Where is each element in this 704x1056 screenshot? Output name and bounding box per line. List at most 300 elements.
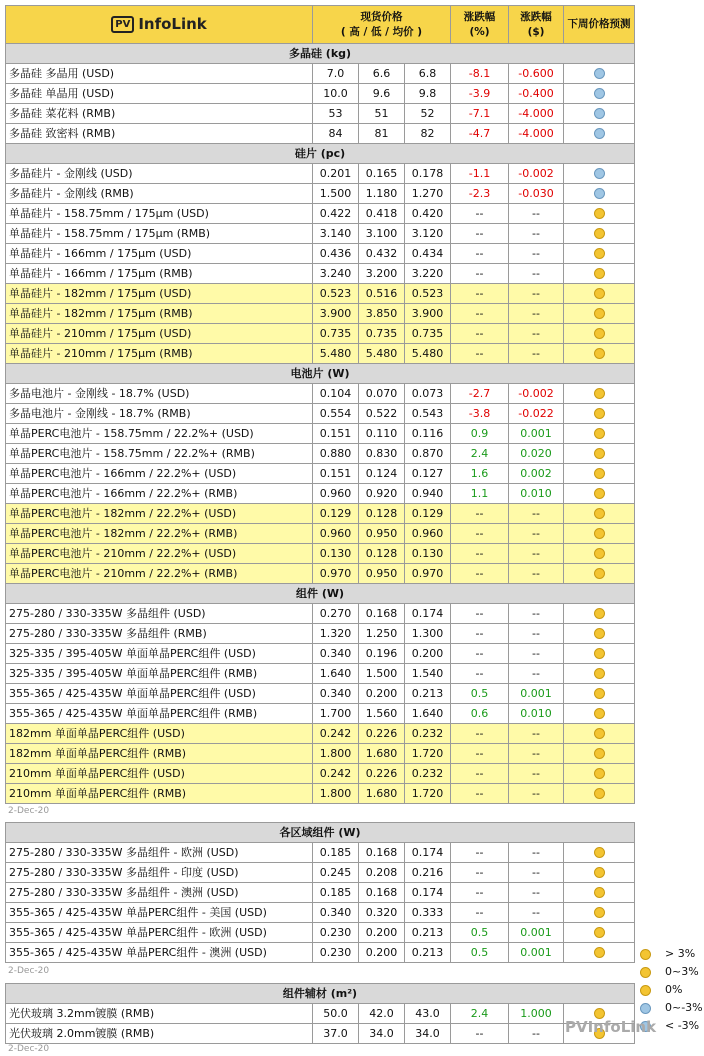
price-high: 0.960 bbox=[313, 524, 359, 544]
price-high: 0.245 bbox=[313, 863, 359, 883]
table-row bbox=[6, 644, 635, 664]
change-amt: -0.022 bbox=[509, 404, 564, 424]
product-name: 单晶PERC电池片 - 158.75mm / 22.2%+ (RMB) bbox=[6, 444, 313, 464]
change-amt: -- bbox=[509, 644, 564, 664]
change-amt: -- bbox=[509, 304, 564, 324]
table-row bbox=[6, 224, 635, 244]
product-name: 210mm 单面单晶PERC组件 (USD) bbox=[6, 764, 313, 784]
sunglasses-emoji-icon bbox=[594, 648, 605, 659]
table-row bbox=[6, 1004, 635, 1024]
table-row bbox=[6, 404, 635, 424]
price-high: 0.340 bbox=[313, 903, 359, 923]
price-low: 0.735 bbox=[359, 324, 405, 344]
product-name: 182mm 单面单晶PERC组件 (USD) bbox=[6, 724, 313, 744]
forecast-cell bbox=[564, 544, 635, 564]
forecast-cell bbox=[564, 923, 635, 943]
change-pct: -- bbox=[451, 744, 509, 764]
price-high: 0.130 bbox=[313, 544, 359, 564]
price-low: 0.522 bbox=[359, 404, 405, 424]
product-name: 多晶硅 致密料 (RMB) bbox=[6, 124, 313, 144]
product-name: 275-280 / 330-335W 多晶组件 - 澳洲 (USD) bbox=[6, 883, 313, 903]
forecast-column-header: 下周价格预测 bbox=[564, 6, 635, 44]
section-row bbox=[6, 364, 635, 384]
change-amt: 1.000 bbox=[509, 1004, 564, 1024]
forecast-cell bbox=[564, 84, 635, 104]
forecast-cell bbox=[564, 704, 635, 724]
price-avg: 1.640 bbox=[405, 704, 451, 724]
change-pct: -- bbox=[451, 244, 509, 264]
table-row bbox=[6, 624, 635, 644]
change-pct: 2.4 bbox=[451, 444, 509, 464]
scream-emoji-icon bbox=[594, 128, 605, 139]
sunglasses-emoji-icon bbox=[594, 428, 605, 439]
forecast-cell bbox=[564, 244, 635, 264]
table-row bbox=[6, 604, 635, 624]
table-row bbox=[6, 504, 635, 524]
change-amt: -- bbox=[509, 1024, 564, 1044]
price-high: 0.880 bbox=[313, 444, 359, 464]
price-low: 0.226 bbox=[359, 764, 405, 784]
product-name: 单晶硅片 - 182mm / 175µm (RMB) bbox=[6, 304, 313, 324]
sunglasses-emoji-icon bbox=[594, 228, 605, 239]
product-name: 单晶硅片 - 158.75mm / 175µm (RMB) bbox=[6, 224, 313, 244]
change-pct: -- bbox=[451, 883, 509, 903]
sunglasses-emoji-icon bbox=[594, 568, 605, 579]
price-avg: 0.960 bbox=[405, 524, 451, 544]
price-high: 0.104 bbox=[313, 384, 359, 404]
price-low: 42.0 bbox=[359, 1004, 405, 1024]
product-name: 355-365 / 425-435W 单晶PERC组件 - 美国 (USD) bbox=[6, 903, 313, 923]
change-amt: 0.001 bbox=[509, 424, 564, 444]
change-amt: 0.001 bbox=[509, 923, 564, 943]
price-low: 0.200 bbox=[359, 923, 405, 943]
change-pct: -2.3 bbox=[451, 184, 509, 204]
change-amt: -- bbox=[509, 604, 564, 624]
sunglasses-emoji-icon bbox=[594, 748, 605, 759]
product-name: 355-365 / 425-435W 单晶PERC组件 - 澳洲 (USD) bbox=[6, 943, 313, 963]
table-row bbox=[6, 264, 635, 284]
forecast-cell bbox=[564, 424, 635, 444]
change-pct: 1.1 bbox=[451, 484, 509, 504]
price-avg: 0.200 bbox=[405, 644, 451, 664]
sunglasses-emoji-icon bbox=[594, 468, 605, 479]
sunglasses-emoji-icon bbox=[594, 608, 605, 619]
table-row bbox=[6, 524, 635, 544]
change-amt: -- bbox=[509, 744, 564, 764]
product-name: 275-280 / 330-335W 多晶组件 (USD) bbox=[6, 604, 313, 624]
forecast-cell bbox=[564, 843, 635, 863]
forecast-cell bbox=[564, 304, 635, 324]
price-low: 9.6 bbox=[359, 84, 405, 104]
product-name: 单晶PERC电池片 - 166mm / 22.2%+ (USD) bbox=[6, 464, 313, 484]
forecast-cell bbox=[564, 744, 635, 764]
sunglasses-emoji-icon bbox=[594, 887, 605, 898]
table-row bbox=[6, 664, 635, 684]
price-high: 50.0 bbox=[313, 1004, 359, 1024]
price-low: 0.320 bbox=[359, 903, 405, 923]
change-pct: 0.5 bbox=[451, 684, 509, 704]
change-pct: -- bbox=[451, 284, 509, 304]
fear-emoji-icon bbox=[640, 1003, 651, 1014]
forecast-cell bbox=[564, 444, 635, 464]
product-name: 325-335 / 395-405W 单面单晶PERC组件 (USD) bbox=[6, 644, 313, 664]
price-high: 0.242 bbox=[313, 764, 359, 784]
price-avg: 0.420 bbox=[405, 204, 451, 224]
product-name: 单晶PERC电池片 - 182mm / 22.2%+ (RMB) bbox=[6, 524, 313, 544]
change-amt: -0.002 bbox=[509, 164, 564, 184]
price-low: 0.920 bbox=[359, 484, 405, 504]
forecast-cell bbox=[564, 284, 635, 304]
price-high: 7.0 bbox=[313, 64, 359, 84]
product-name: 多晶硅片 - 金刚线 (USD) bbox=[6, 164, 313, 184]
price-avg: 52 bbox=[405, 104, 451, 124]
change-pct: -- bbox=[451, 784, 509, 804]
sunglasses-emoji-icon bbox=[594, 947, 605, 958]
price-high: 0.960 bbox=[313, 484, 359, 504]
section-title: 组件 (W) bbox=[6, 584, 635, 604]
price-avg: 3.900 bbox=[405, 304, 451, 324]
price-avg: 0.216 bbox=[405, 863, 451, 883]
table-row bbox=[6, 324, 635, 344]
sunglasses-emoji-icon bbox=[594, 768, 605, 779]
price-high: 3.900 bbox=[313, 304, 359, 324]
price-low: 51 bbox=[359, 104, 405, 124]
change-pct: 1.6 bbox=[451, 464, 509, 484]
price-high: 3.140 bbox=[313, 224, 359, 244]
change-pct: -- bbox=[451, 324, 509, 344]
price-table-regional bbox=[5, 822, 635, 963]
date-label: 2-Dec-20 bbox=[8, 806, 50, 816]
product-name: 单晶硅片 - 166mm / 175µm (RMB) bbox=[6, 264, 313, 284]
forecast-cell bbox=[564, 604, 635, 624]
change-pct: 0.9 bbox=[451, 424, 509, 444]
price-avg: 0.174 bbox=[405, 883, 451, 903]
change-amt: -- bbox=[509, 784, 564, 804]
change-pct: -- bbox=[451, 664, 509, 684]
price-low: 0.128 bbox=[359, 544, 405, 564]
amt-column-header: 涨跌幅 ($) bbox=[509, 6, 564, 44]
pv-logo-icon: PV bbox=[111, 16, 134, 33]
price-avg: 1.270 bbox=[405, 184, 451, 204]
section-row bbox=[6, 984, 635, 1004]
product-name: 多晶硅片 - 金刚线 (RMB) bbox=[6, 184, 313, 204]
price-avg: 0.073 bbox=[405, 384, 451, 404]
price-avg: 3.120 bbox=[405, 224, 451, 244]
change-pct: -4.7 bbox=[451, 124, 509, 144]
table-row bbox=[6, 484, 635, 504]
product-name: 单晶硅片 - 210mm / 175µm (USD) bbox=[6, 324, 313, 344]
date-label: 2-Dec-20 bbox=[8, 1044, 50, 1054]
product-name: 多晶硅 单晶用 (USD) bbox=[6, 84, 313, 104]
table-row bbox=[6, 744, 635, 764]
section-title: 电池片 (W) bbox=[6, 364, 635, 384]
change-pct: -7.1 bbox=[451, 104, 509, 124]
change-pct: -- bbox=[451, 264, 509, 284]
table-row bbox=[6, 104, 635, 124]
sunglasses-emoji-icon bbox=[594, 268, 605, 279]
price-low: 0.168 bbox=[359, 883, 405, 903]
change-pct: 0.5 bbox=[451, 943, 509, 963]
sunglasses-emoji-icon bbox=[594, 288, 605, 299]
forecast-cell bbox=[564, 564, 635, 584]
change-pct: -- bbox=[451, 644, 509, 664]
change-amt: -4.000 bbox=[509, 104, 564, 124]
price-high: 0.201 bbox=[313, 164, 359, 184]
price-table-main bbox=[5, 5, 635, 804]
change-amt: -- bbox=[509, 624, 564, 644]
table-row bbox=[6, 444, 635, 464]
table-row bbox=[6, 943, 635, 963]
sunglasses-emoji-icon bbox=[594, 927, 605, 938]
change-pct: -- bbox=[451, 504, 509, 524]
price-avg: 1.300 bbox=[405, 624, 451, 644]
change-pct: -- bbox=[451, 544, 509, 564]
price-high: 1.800 bbox=[313, 784, 359, 804]
brand-name: InfoLink bbox=[138, 15, 207, 33]
legend-item: > 3% bbox=[640, 945, 703, 963]
sunglasses-emoji-icon bbox=[594, 688, 605, 699]
price-avg: 0.735 bbox=[405, 324, 451, 344]
price-low: 0.516 bbox=[359, 284, 405, 304]
price-low: 0.200 bbox=[359, 684, 405, 704]
price-high: 1.800 bbox=[313, 744, 359, 764]
forecast-cell bbox=[564, 344, 635, 364]
sunglasses-emoji-icon bbox=[640, 985, 651, 996]
section-title: 硅片 (pc) bbox=[6, 144, 635, 164]
sunglasses-emoji-icon bbox=[594, 548, 605, 559]
price-high: 0.151 bbox=[313, 424, 359, 444]
product-name: 光伏玻璃 3.2mm镀膜 (RMB) bbox=[6, 1004, 313, 1024]
price-avg: 43.0 bbox=[405, 1004, 451, 1024]
price-avg: 1.720 bbox=[405, 784, 451, 804]
price-high: 3.240 bbox=[313, 264, 359, 284]
price-high: 0.554 bbox=[313, 404, 359, 424]
price-avg: 9.8 bbox=[405, 84, 451, 104]
forecast-cell bbox=[564, 64, 635, 84]
price-low: 0.418 bbox=[359, 204, 405, 224]
price-high: 0.422 bbox=[313, 204, 359, 224]
forecast-cell bbox=[564, 664, 635, 684]
table-row bbox=[6, 883, 635, 903]
price-column-header: 现货价格 ( 高 / 低 / 均价 ) bbox=[313, 6, 451, 44]
price-low: 0.226 bbox=[359, 724, 405, 744]
change-pct: -8.1 bbox=[451, 64, 509, 84]
price-low: 1.250 bbox=[359, 624, 405, 644]
price-low: 0.950 bbox=[359, 564, 405, 584]
table-row bbox=[6, 684, 635, 704]
price-high: 5.480 bbox=[313, 344, 359, 364]
scream-emoji-icon bbox=[594, 108, 605, 119]
date-label: 2-Dec-20 bbox=[8, 966, 50, 976]
product-name: 单晶硅片 - 210mm / 175µm (RMB) bbox=[6, 344, 313, 364]
table-row bbox=[6, 863, 635, 883]
forecast-cell bbox=[564, 903, 635, 923]
forecast-cell bbox=[564, 724, 635, 744]
section-title: 各区域组件 (W) bbox=[6, 823, 635, 843]
product-name: 275-280 / 330-335W 多晶组件 - 欧洲 (USD) bbox=[6, 843, 313, 863]
change-pct: -2.7 bbox=[451, 384, 509, 404]
forecast-cell bbox=[564, 504, 635, 524]
forecast-cell bbox=[564, 943, 635, 963]
change-pct: -3.9 bbox=[451, 84, 509, 104]
price-high: 0.735 bbox=[313, 324, 359, 344]
change-amt: -0.600 bbox=[509, 64, 564, 84]
product-name: 单晶PERC电池片 - 182mm / 22.2%+ (USD) bbox=[6, 504, 313, 524]
table-row bbox=[6, 544, 635, 564]
change-amt: -- bbox=[509, 204, 564, 224]
product-name: 光伏玻璃 2.0mm镀膜 (RMB) bbox=[6, 1024, 313, 1044]
product-name: 325-335 / 395-405W 单面单晶PERC组件 (RMB) bbox=[6, 664, 313, 684]
forecast-cell bbox=[564, 484, 635, 504]
price-high: 0.340 bbox=[313, 684, 359, 704]
price-avg: 34.0 bbox=[405, 1024, 451, 1044]
change-pct: -- bbox=[451, 204, 509, 224]
forecast-cell bbox=[564, 764, 635, 784]
price-high: 0.185 bbox=[313, 883, 359, 903]
price-low: 0.165 bbox=[359, 164, 405, 184]
sunglasses-emoji-icon bbox=[594, 788, 605, 799]
forecast-cell bbox=[564, 883, 635, 903]
forecast-cell bbox=[564, 384, 635, 404]
price-low: 3.100 bbox=[359, 224, 405, 244]
table-row bbox=[6, 184, 635, 204]
price-high: 10.0 bbox=[313, 84, 359, 104]
section-title: 组件辅材 (m²) bbox=[6, 984, 635, 1004]
price-avg: 0.213 bbox=[405, 684, 451, 704]
forecast-cell bbox=[564, 324, 635, 344]
price-low: 81 bbox=[359, 124, 405, 144]
table-row bbox=[6, 784, 635, 804]
price-low: 0.124 bbox=[359, 464, 405, 484]
product-name: 355-365 / 425-435W 单面单晶PERC组件 (RMB) bbox=[6, 704, 313, 724]
price-high: 1.320 bbox=[313, 624, 359, 644]
sunglasses-emoji-icon bbox=[594, 388, 605, 399]
table-row bbox=[6, 284, 635, 304]
sunglasses-emoji-icon bbox=[594, 308, 605, 319]
sunglasses-emoji-icon bbox=[594, 628, 605, 639]
price-low: 1.500 bbox=[359, 664, 405, 684]
change-pct: -- bbox=[451, 903, 509, 923]
forecast-cell bbox=[564, 863, 635, 883]
change-amt: 0.010 bbox=[509, 484, 564, 504]
price-low: 5.480 bbox=[359, 344, 405, 364]
price-high: 0.129 bbox=[313, 504, 359, 524]
section-row bbox=[6, 144, 635, 164]
sunglasses-emoji-icon bbox=[594, 328, 605, 339]
change-amt: -4.000 bbox=[509, 124, 564, 144]
product-name: 182mm 单面单晶PERC组件 (RMB) bbox=[6, 744, 313, 764]
forecast-cell bbox=[564, 184, 635, 204]
price-low: 1.680 bbox=[359, 744, 405, 764]
change-pct: -- bbox=[451, 604, 509, 624]
forecast-cell bbox=[564, 204, 635, 224]
change-amt: -0.002 bbox=[509, 384, 564, 404]
price-low: 6.6 bbox=[359, 64, 405, 84]
table-row bbox=[6, 903, 635, 923]
price-avg: 0.333 bbox=[405, 903, 451, 923]
price-low: 0.070 bbox=[359, 384, 405, 404]
section-title: 多晶硅 (kg) bbox=[6, 44, 635, 64]
change-amt: -- bbox=[509, 724, 564, 744]
product-name: 多晶硅 多晶用 (USD) bbox=[6, 64, 313, 84]
product-name: 210mm 单面单晶PERC组件 (RMB) bbox=[6, 784, 313, 804]
table-row bbox=[6, 384, 635, 404]
forecast-cell bbox=[564, 124, 635, 144]
price-avg: 1.720 bbox=[405, 744, 451, 764]
change-pct: 0.5 bbox=[451, 923, 509, 943]
change-amt: 0.002 bbox=[509, 464, 564, 484]
price-low: 34.0 bbox=[359, 1024, 405, 1044]
table-row bbox=[6, 923, 635, 943]
change-amt: -- bbox=[509, 244, 564, 264]
sunglasses-emoji-icon bbox=[594, 508, 605, 519]
product-name: 多晶硅 菜花料 (RMB) bbox=[6, 104, 313, 124]
change-amt: -- bbox=[509, 344, 564, 364]
scream-emoji-icon bbox=[594, 68, 605, 79]
change-amt: -- bbox=[509, 544, 564, 564]
scream-emoji-icon bbox=[594, 188, 605, 199]
price-avg: 82 bbox=[405, 124, 451, 144]
price-avg: 0.543 bbox=[405, 404, 451, 424]
price-avg: 3.220 bbox=[405, 264, 451, 284]
table-header bbox=[6, 6, 635, 44]
change-amt: -- bbox=[509, 903, 564, 923]
product-name: 单晶硅片 - 158.75mm / 175µm (USD) bbox=[6, 204, 313, 224]
table-row bbox=[6, 464, 635, 484]
change-pct: 2.4 bbox=[451, 1004, 509, 1024]
price-low: 0.168 bbox=[359, 604, 405, 624]
legend-item: < -3% bbox=[640, 1017, 703, 1035]
table-row bbox=[6, 564, 635, 584]
price-avg: 0.232 bbox=[405, 764, 451, 784]
forecast-cell bbox=[564, 644, 635, 664]
change-pct: -1.1 bbox=[451, 164, 509, 184]
price-avg: 0.127 bbox=[405, 464, 451, 484]
change-amt: -- bbox=[509, 264, 564, 284]
price-low: 1.180 bbox=[359, 184, 405, 204]
change-pct: -- bbox=[451, 564, 509, 584]
change-pct: -- bbox=[451, 724, 509, 744]
change-pct: -- bbox=[451, 344, 509, 364]
product-name: 275-280 / 330-335W 多晶组件 (RMB) bbox=[6, 624, 313, 644]
scream-emoji-icon bbox=[594, 168, 605, 179]
legend-item: 0% bbox=[640, 981, 703, 999]
forecast-cell bbox=[564, 464, 635, 484]
forecast-cell bbox=[564, 784, 635, 804]
product-name: 单晶硅片 - 182mm / 175µm (USD) bbox=[6, 284, 313, 304]
change-amt: -- bbox=[509, 883, 564, 903]
sunglasses-emoji-icon bbox=[594, 728, 605, 739]
product-name: 单晶PERC电池片 - 210mm / 22.2%+ (USD) bbox=[6, 544, 313, 564]
price-high: 0.242 bbox=[313, 724, 359, 744]
table-row bbox=[6, 244, 635, 264]
price-high: 1.500 bbox=[313, 184, 359, 204]
price-low: 0.168 bbox=[359, 843, 405, 863]
forecast-cell bbox=[564, 624, 635, 644]
price-avg: 0.434 bbox=[405, 244, 451, 264]
table-row bbox=[6, 704, 635, 724]
table-row bbox=[6, 84, 635, 104]
sunglasses-emoji-icon bbox=[594, 907, 605, 918]
product-name: 多晶电池片 - 金刚线 - 18.7% (USD) bbox=[6, 384, 313, 404]
forecast-cell bbox=[564, 264, 635, 284]
product-name: 275-280 / 330-335W 多晶组件 - 印度 (USD) bbox=[6, 863, 313, 883]
sunglasses-emoji-icon bbox=[594, 708, 605, 719]
change-amt: -- bbox=[509, 564, 564, 584]
forecast-cell bbox=[564, 164, 635, 184]
table-row bbox=[6, 204, 635, 224]
price-avg: 0.970 bbox=[405, 564, 451, 584]
